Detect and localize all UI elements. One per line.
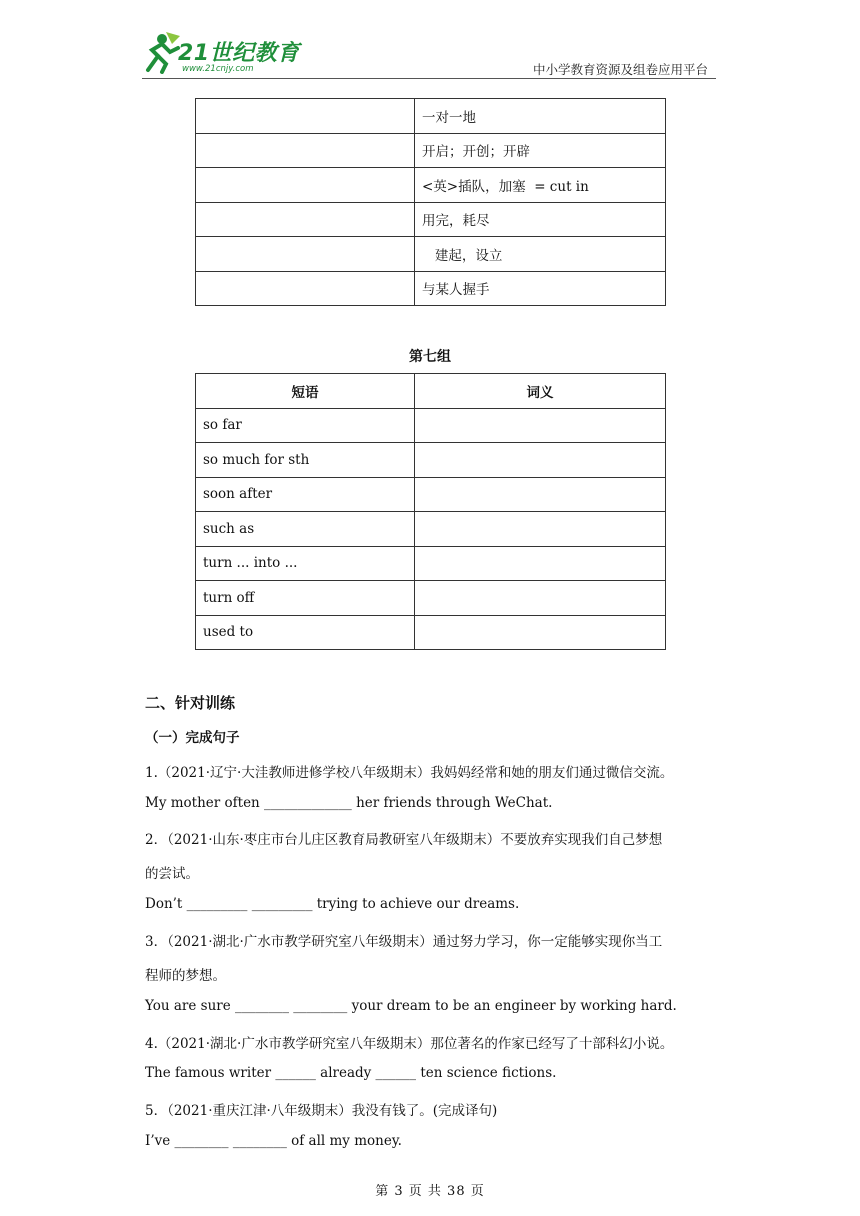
meaning-cell: 一对一地 [415, 99, 666, 134]
phrase-cell: used to [196, 615, 415, 650]
table-row [196, 168, 666, 203]
platform-title: 中小学教育资源及组卷应用平台 [532, 62, 708, 77]
logo-text: 21世纪教育 [178, 41, 300, 66]
column-header-meaning: 词义 [415, 374, 666, 409]
phrase-cell [196, 168, 415, 203]
table-row [196, 546, 666, 581]
exercise-line: 5．（2021·重庆江津·八年级期末）我没有钱了。(完成译句) [145, 1103, 498, 1119]
meaning-cell: 建起，设立 [415, 237, 666, 272]
phrase-cell: soon after [196, 477, 415, 512]
section-title: 二、针对训练 [145, 694, 236, 712]
meaning-cell [415, 408, 666, 443]
column-header-phrase: 短语 [196, 374, 415, 409]
meaning-cell [415, 443, 666, 478]
logo-url: www.21cnjy.com [182, 64, 254, 74]
phrase-cell: turn ... into ... [196, 546, 415, 581]
phrase-table-continued [195, 98, 666, 306]
exercise-line: 2．（2021·山东·枣庄市台儿庄区教育局教研室八年级期末）不要放弃实现我们自己梦想 [145, 832, 663, 848]
meaning-cell: <英>插队，加塞 = cut in [415, 168, 666, 203]
meaning-cell [415, 512, 666, 547]
table-row [196, 271, 666, 306]
group7-caption: 第七组 [409, 349, 451, 365]
meaning-cell [415, 615, 666, 650]
phrase-cell [196, 271, 415, 306]
phrase-cell [196, 133, 415, 168]
meaning-cell [415, 477, 666, 512]
page-number: 第 3 页 共 38 页 [375, 1184, 485, 1199]
meaning-cell: 用完，耗尽 [415, 202, 666, 237]
exercise-line: You are sure ________ ________ your dream to be an engineer by working hard. [145, 998, 677, 1014]
phrase-cell [196, 202, 415, 237]
phrase-cell: turn off [196, 581, 415, 616]
exercise-line: The famous writer ______ already ______ ten science fictions. [145, 1065, 557, 1081]
phrase-cell: such as [196, 512, 415, 547]
table-row [196, 99, 666, 134]
runner-logo-icon [138, 30, 182, 74]
table-row [196, 512, 666, 547]
table-row [196, 477, 666, 512]
subsection-title: （一）完成句子 [145, 730, 240, 746]
table-row [196, 408, 666, 443]
exercise-line: Don’t _________ _________ trying to achieve our dreams. [145, 896, 520, 912]
phrase-cell: so far [196, 408, 415, 443]
table-row [196, 133, 666, 168]
meaning-cell: 开启；开创；开辟 [415, 133, 666, 168]
logo [138, 30, 313, 80]
exercise-line: My mother often _____________ her friends through WeChat. [145, 795, 553, 811]
exercise-line: I’ve ________ ________ of all my money. [145, 1133, 402, 1149]
exercise-line: 4.（2021·湖北·广水市教学研究室八年级期末）那位著名的作家已经写了十部科幻小说。 [145, 1036, 674, 1052]
exercise-line: 程师的梦想。 [145, 968, 226, 984]
phrase-cell [196, 99, 415, 134]
exercise-line: 3．（2021·湖北·广水市教学研究室八年级期末）通过努力学习，你一定能够实现你当工 [145, 934, 663, 950]
header-divider [142, 78, 716, 79]
table-row [196, 581, 666, 616]
table-row [196, 615, 666, 650]
phrase-cell: so much for sth [196, 443, 415, 478]
page-header [0, 0, 860, 90]
phrase-cell [196, 237, 415, 272]
meaning-cell [415, 581, 666, 616]
meaning-cell [415, 546, 666, 581]
phrase-table-group7 [195, 373, 666, 650]
table-row [196, 443, 666, 478]
meaning-cell: 与某人握手 [415, 271, 666, 306]
exercise-line: 1.（2021·辽宁·大洼教师进修学校八年级期末）我妈妈经常和她的朋友们通过微信交流。 [145, 765, 674, 781]
exercise-line: 的尝试。 [145, 866, 199, 882]
table-row [196, 237, 666, 272]
table-row [196, 202, 666, 237]
